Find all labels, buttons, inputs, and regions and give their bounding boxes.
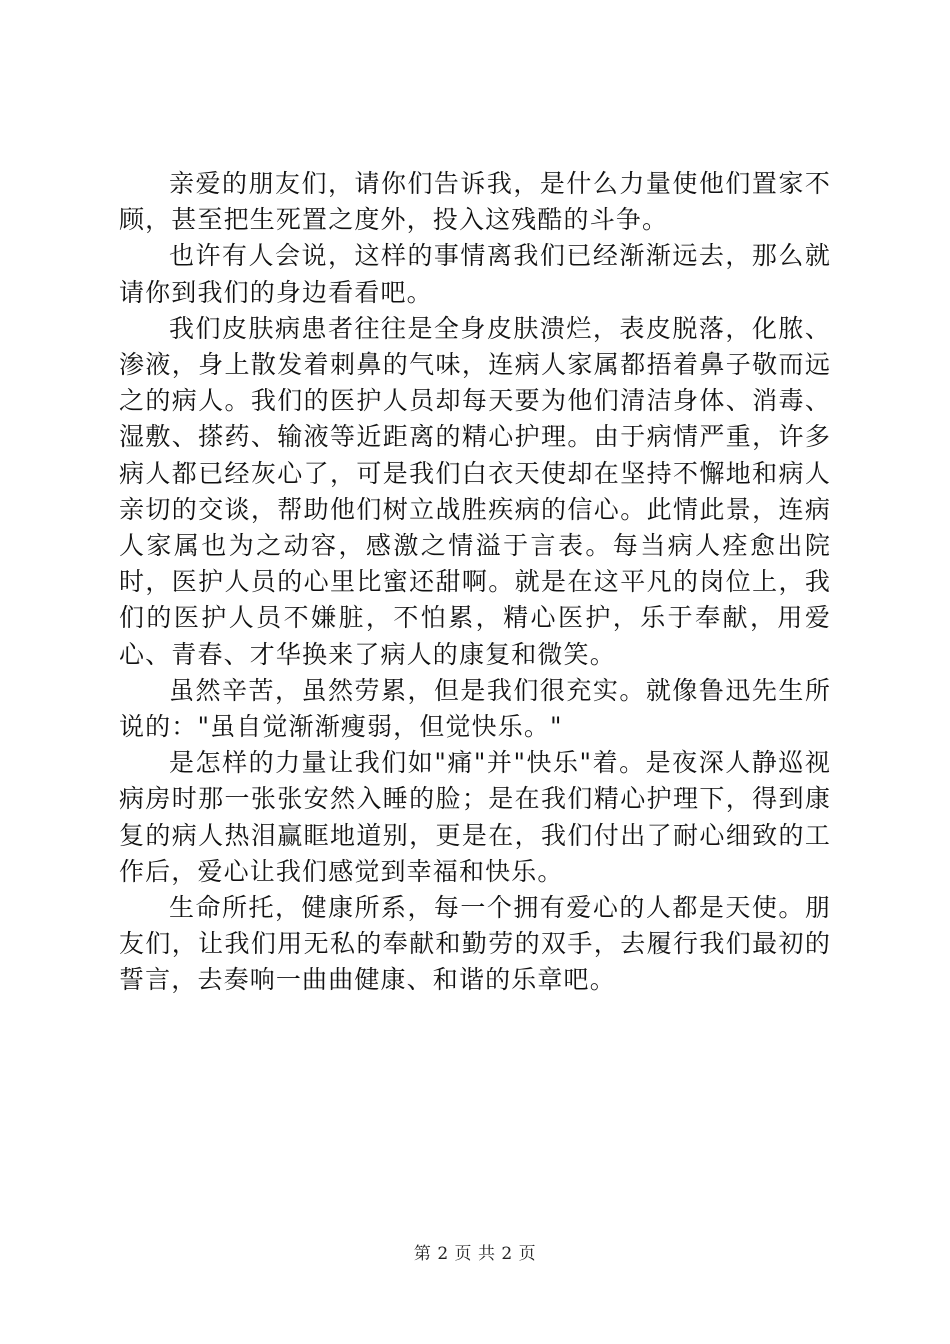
page-number-footer: 第 2 页 共 2 页 (413, 1244, 537, 1264)
paragraph: 生命所托，健康所系，每一个拥有爱心的人都是天使。朋友们，让我们用无私的奉献和勤劳的双手，去履行我们最初的誓言，去奏响一曲曲健康、和谐的乐章吧。 (119, 893, 831, 995)
document-body (119, 166, 831, 999)
paragraph: 也许有人会说，这样的事情离我们已经渐渐远去，那么就请你到我们的身边看看吧。 (119, 241, 831, 307)
paragraph: 我们皮肤病患者往往是全身皮肤溃烂，表皮脱落，化脓、渗液，身上散发着刺鼻的气味，连病人家属都捂着鼻子敬而远之的病人。我们的医护人员却每天要为他们清洁身体、消毒、湿敷、搽药、输液等近距离的精心护理。由于病情严重，许多病人都已经灰心了，可是我们白衣天使却在坚持不懈地和病人亲切的交谈，帮助他们树立战胜疾病的信心。此情此景，连病人家属也为之动容，感激之情溢于言表。每当病人痊愈出院时，医护人员的心里比蜜还甜啊。就是在这平凡的岗位上，我们的医护人员不嫌脏，不怕累，精心医护，乐于奉献，用爱心、青春、才华换来了病人的康复和微笑。 (119, 313, 831, 669)
paragraph: 亲爱的朋友们，请你们告诉我，是什么力量使他们置家不顾，甚至把生死置之度外，投入这残酷的斗争。 (119, 169, 831, 235)
paragraph: 是怎样的力量让我们如"痛"并"快乐"着。是夜深人静巡视病房时那一张张安然入睡的脸；是在我们精心护理下，得到康复的病人热泪赢眶地道别，更是在，我们付出了耐心细致的工作后，爱心让我们感觉到幸福和快乐。 (119, 748, 831, 886)
paragraph: 虽然辛苦，虽然劳累，但是我们很充实。就像鲁迅先生所说的："虽自觉渐渐瘦弱，但觉快乐。" (119, 675, 831, 742)
